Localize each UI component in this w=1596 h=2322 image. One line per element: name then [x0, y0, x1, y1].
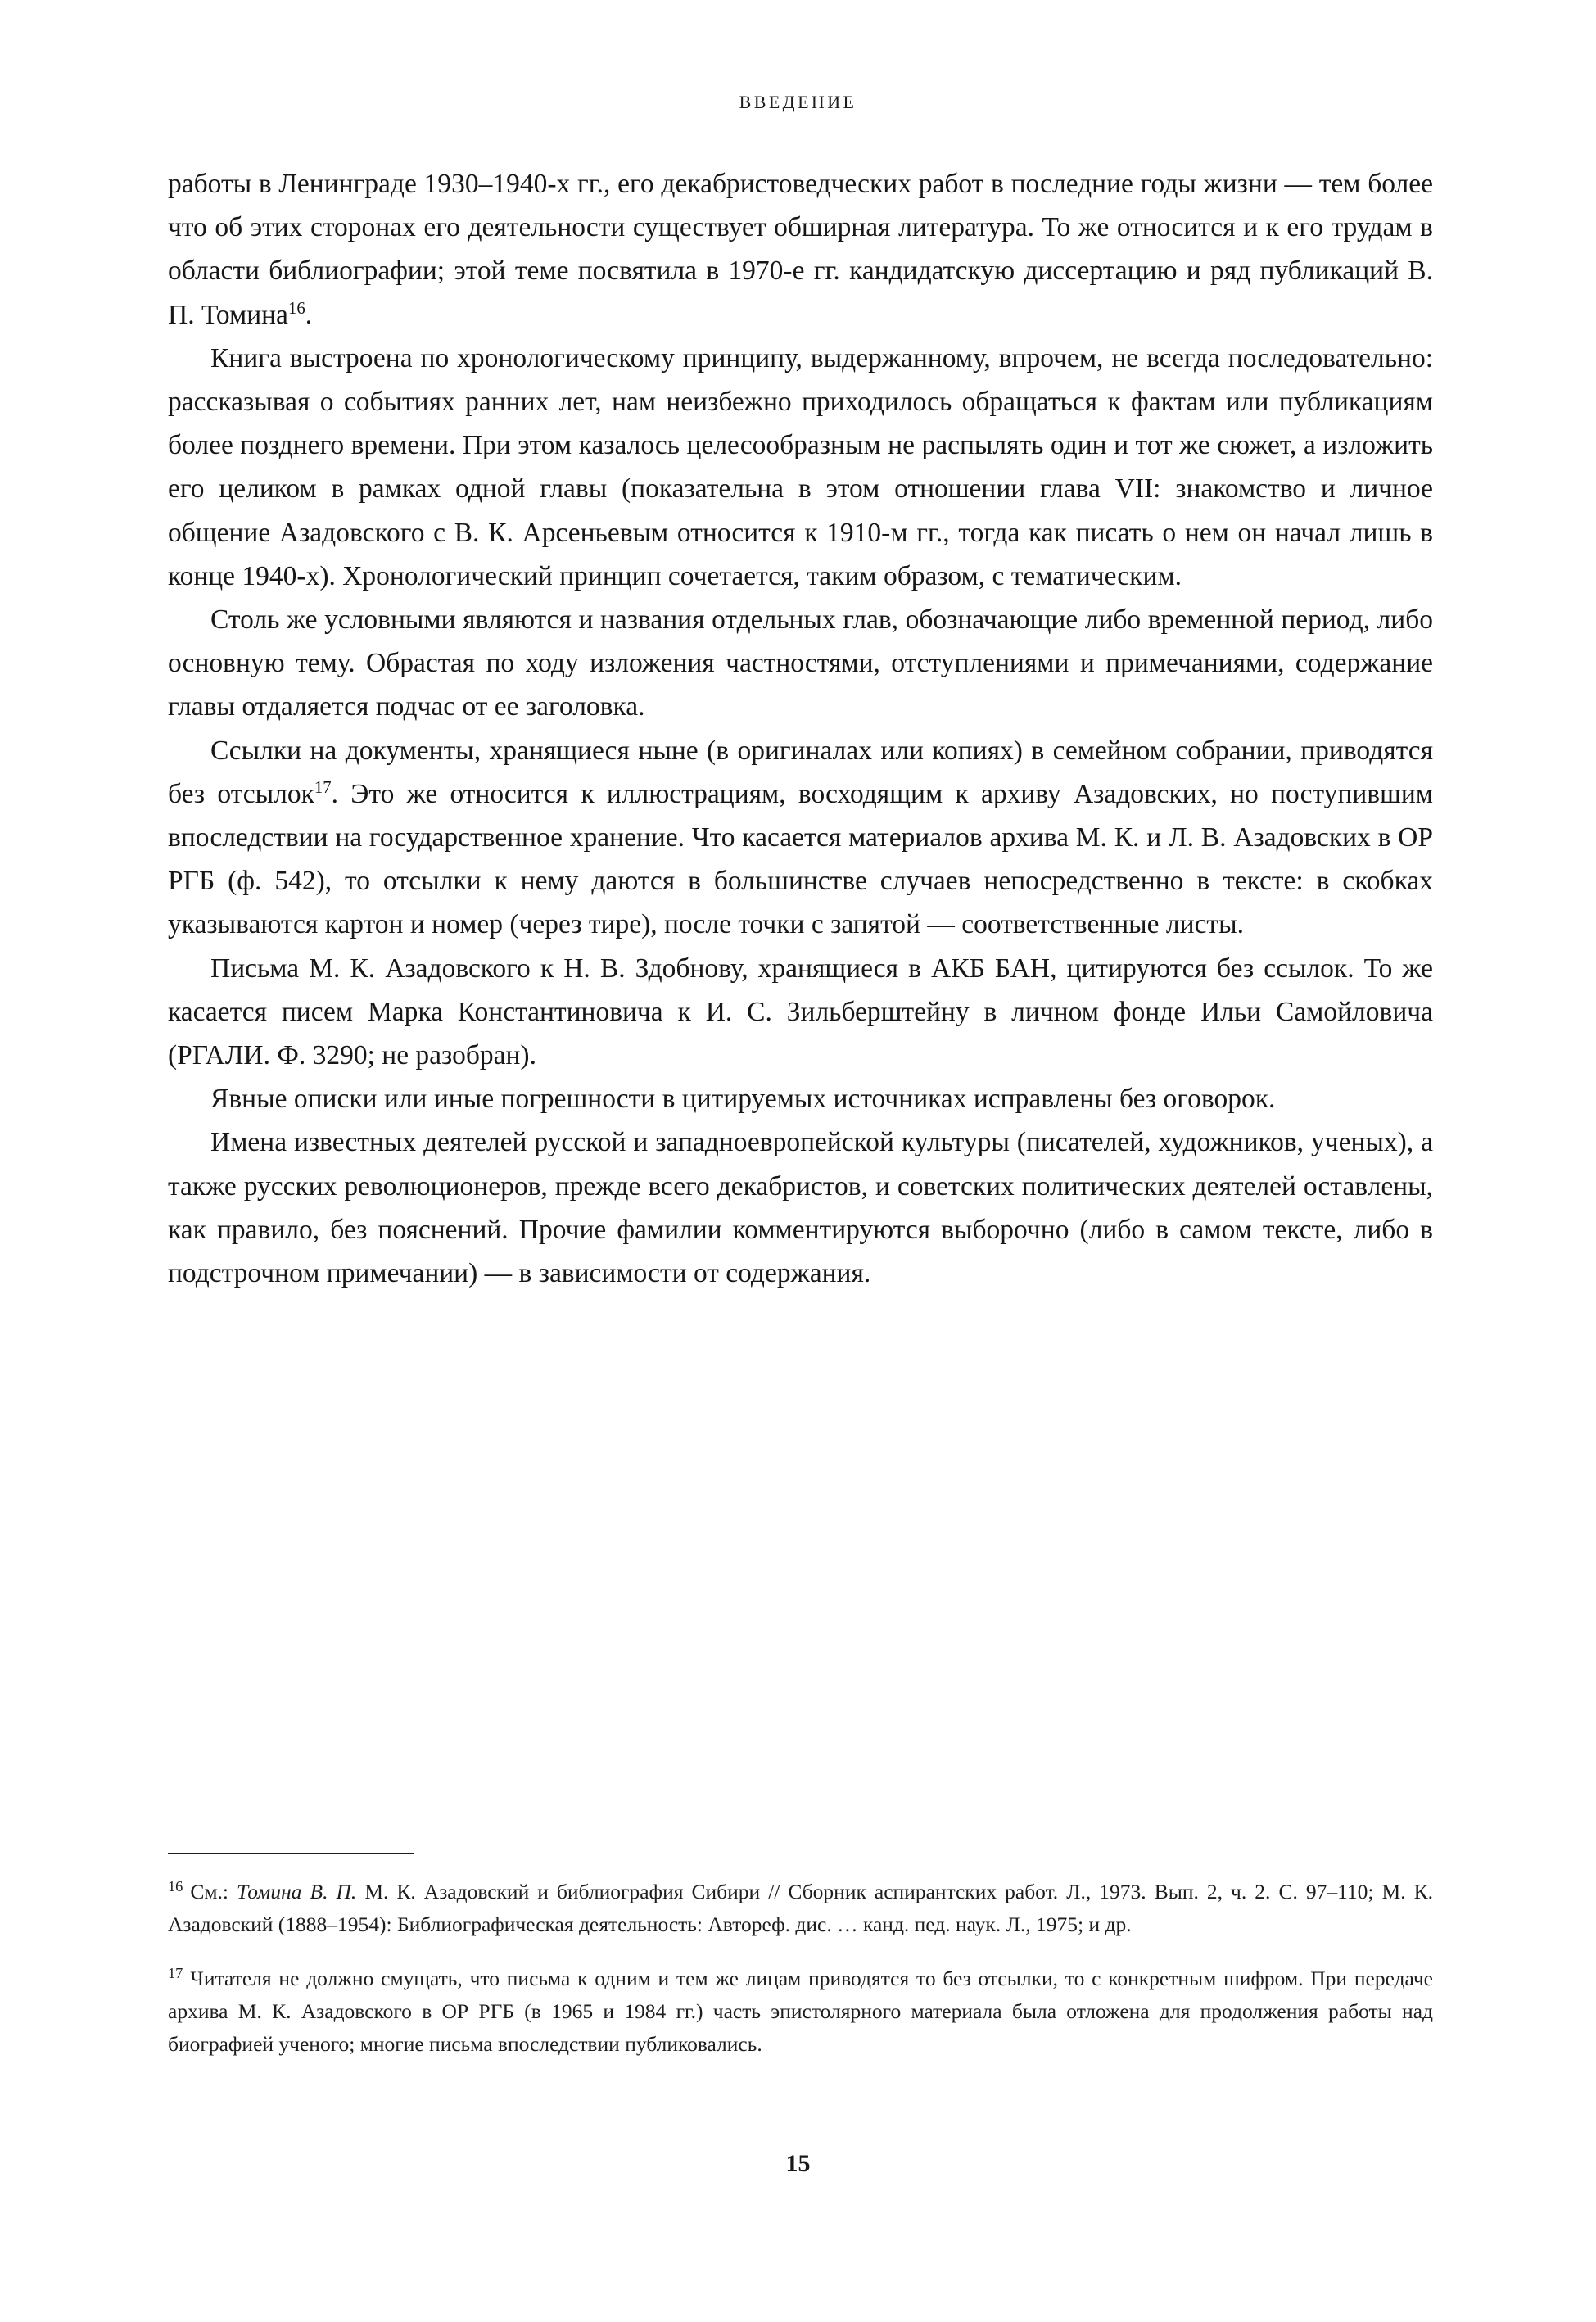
paragraph-5: Письма М. К. Азадовского к Н. В. Здобнову, хранящиеся в АКБ БАН, цитируются без ссылок. То же касается писем Марка Константиновича к И. С. Зильберштейну в личном фонде Ильи Самойловича (РГАЛИ. Ф. 3290; не разобран).	[168, 953, 1433, 1071]
footnote-16-marker: 16	[168, 1877, 183, 1894]
paragraph-4-text-b: . Это же относится к иллюстрациям, восходящим к архиву Азадовских, но поступившим впоследствии на государственное хранение. Что касается материалов архива М. К. и Л. В. Азадовских в ОР РГБ (ф. 542), то отсылки к нему даются в большинстве случаев непосредственно в тексте: в скобках указываются картон и номер (через тире), после точки с запятой — соответственные листы.	[168, 778, 1434, 940]
footnote-ref-16[interactable]: 16	[287, 298, 305, 318]
footnote-ref-17[interactable]: 17	[314, 777, 332, 797]
footnote-16	[168, 1876, 1433, 1941]
footnote-17	[168, 1962, 1433, 2061]
footnote-16-rest: М. К. Азадовский и библиография Сибири // Сборник аспирантских работ. Л., 1973. Вып. 2, ч. 2. С. 97–110; М. К. Азадовский (1888–1954): Библиографическая деятельность: Автореф. дис. … канд. пед. наук. Л., 1975; и др.	[168, 1880, 1433, 1936]
paragraph-4	[168, 729, 1433, 947]
paragraph-1: работы в Ленинграде 1930–1940-х гг., его декабристоведческих работ в последние годы жизни — тем более что об этих сторонах его деятельности существует обширная литература. То же относится и к его трудам в области библиографии; этой теме посвятила в 1970-е гг. кандидатскую диссертацию и ряд публикаций В. П. Томина$^{16}$.	[168, 169, 1433, 330]
page-number: 15	[785, 2150, 811, 2177]
paragraph-1-text: работы в Ленинграде 1930–1940-х гг., его декабристоведческих работ в последние годы жизни — тем более что об этих сторонах его деятельности существует обширная литература. То же относится и к его трудам в области библиографии; этой теме посвятила в 1970-е гг. кандидатскую диссертацию и ряд публикаций В. П. Томина	[168, 169, 1433, 330]
footnote-16-lead: См.:	[190, 1880, 237, 1903]
footnotes-area	[168, 1853, 1433, 2082]
footnote-separator-rule	[168, 1853, 414, 1854]
footnote-17-rest: Читателя не должно смущать, что письма к одним и тем же лицам приводятся то без отсылки, то с конкретным шифром. При передаче архива М. К. Азадовского в ОР РГБ (в 1965 и 1984 гг.) часть эпистолярного материала была отложена для продолжения работы над биографией ученого; многие письма впоследствии публиковались.	[168, 1967, 1433, 2056]
paragraph-4-text-a: Ссылки на документы, хранящиеся ныне (в оригиналах или копиях) в семейном собрании, приводятся без отсылок	[168, 735, 1433, 809]
footnote-16-italic: Томина В. П.	[237, 1880, 357, 1903]
footnote-17-marker: 17	[168, 1964, 183, 1981]
paragraph-3: Столь же условными являются и названия отдельных глав, обозначающие либо временной период, либо основную тему. Обрастая по ходу изложения частностями, отступлениями и примечаниями, содержание главы отдаляется подчас от ее заголовка.	[168, 604, 1433, 722]
running-head: ВВЕДЕНИЕ	[739, 92, 857, 112]
paragraph-6: Явные описки или иные погрешности в цитируемых источниках исправлены без оговорок.	[210, 1084, 1276, 1115]
paragraph-7: Имена известных деятелей русской и западноевропейской культуры (писателей, художников, ученых), а также русских революционеров, прежде всего декабристов, и советских политических деятелей оставлены, как правило, без пояснений. Прочие фамилии комментируются выборочно (либо в самом тексте, либо в подстрочном примечании) — в зависимости от содержания.	[168, 1127, 1433, 1289]
paragraph-2: Книга выстроена по хронологическому принципу, выдержанному, впрочем, не всегда последовательно: рассказывая о событиях ранних лет, нам неизбежно приходилось обращаться к фактам или публикациям более позднего времени. При этом казалось целесообразным не распылять один и тот же сюжет, а изложить его целиком в рамках одной главы (показательна в этом отношении глава VII: знакомство и личное общение Азадовского с В. К. Арсеньевым относится к 1910-м гг., тогда как писать о нем он начал лишь в конце 1940-х). Хронологический принцип сочетается, таким образом, с тематическим.	[168, 342, 1433, 591]
body-text-block	[168, 162, 1433, 1295]
